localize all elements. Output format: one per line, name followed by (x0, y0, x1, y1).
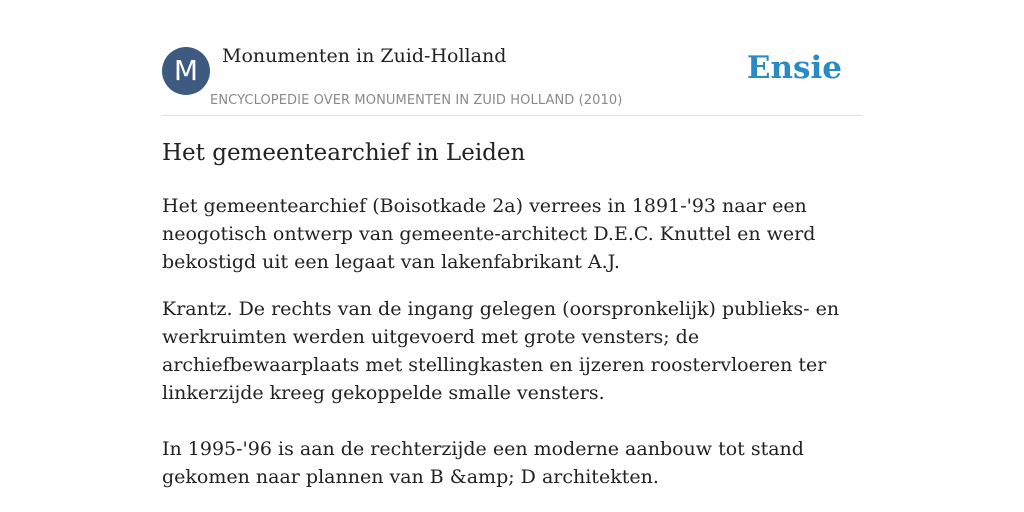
article-paragraph: In 1995-'96 is aan de rechterzijde een moderne aanbouw tot stand gekomen naar plannen van B &amp; D architekten. (162, 438, 804, 488)
avatar[interactable]: M (162, 47, 210, 95)
article-paragraph: Krantz. De rechts van de ingang gelegen (oorspronkelijk) publieks- en werkruimten werden uitgevoerd met grote vensters; de archiefbewaarplaats met stellingkasten en ijzeren roostervloeren ter linkerzijde kreeg gekoppelde smalle vensters. (162, 298, 840, 404)
site-subtitle: ENCYCLOPEDIE OVER MONUMENTEN IN ZUID HOLLAND (2010) (210, 93, 623, 108)
ensie-logo[interactable]: Ensie (746, 50, 842, 86)
site-title[interactable]: Monumenten in Zuid-Holland (222, 45, 507, 67)
article-title: Het gemeentearchief in Leiden (162, 140, 526, 166)
header-divider (162, 115, 862, 116)
article-paragraph: Het gemeentearchief (Boisotkade 2a) verrees in 1891-'93 naar een neogotisch ontwerp van gemeente-architect D.E.C. Knuttel en werd bekostigd uit een legaat van lakenfabrikant A.J. (162, 195, 816, 273)
